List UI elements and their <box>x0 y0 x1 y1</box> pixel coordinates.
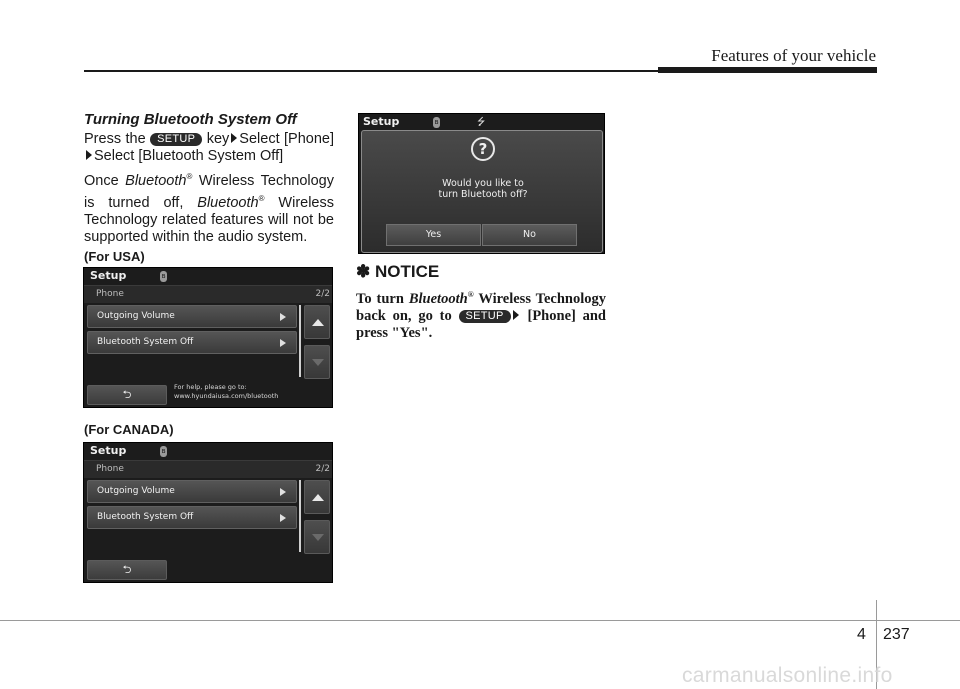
registered-mark: ® <box>467 290 474 299</box>
usb-icon: ⭍ <box>477 117 486 128</box>
help-line: For help, please go to: <box>174 383 247 391</box>
description-paragraph <box>84 168 334 246</box>
submenu-title: Phone <box>96 289 124 299</box>
scroll-down-button[interactable] <box>304 345 330 379</box>
menu-item-outgoing-volume[interactable] <box>87 480 297 503</box>
setup-key-icon: SETUP <box>459 310 511 323</box>
arrow-down-icon <box>312 534 324 541</box>
dialog-line: turn Bluetooth off? <box>438 189 528 200</box>
arrow-right-icon <box>86 150 92 160</box>
confirm-dialog <box>361 130 603 253</box>
header-rule <box>84 70 658 72</box>
text: Wireless Technology back on, go to <box>356 290 607 324</box>
screen-canada <box>83 442 333 583</box>
menu-item-label: Outgoing Volume <box>97 486 175 496</box>
help-text <box>174 383 278 401</box>
chapter-number: 4 <box>857 626 866 643</box>
text: Select [Bluetooth System Off] <box>94 148 284 164</box>
screen-title: Setup <box>90 269 127 282</box>
dialog-message <box>362 178 604 200</box>
screen-dialog <box>358 113 605 254</box>
watermark: carmanualsonline.info <box>682 664 893 687</box>
bluetooth-icon: ʙ <box>434 118 439 126</box>
page-indicator: 2/2 <box>315 464 330 474</box>
bluetooth-icon: ʙ <box>161 272 166 280</box>
caption-canada: (For CANADA) <box>84 422 174 437</box>
screen-title: Setup <box>90 444 127 457</box>
text: Wireless Technology is turned off, <box>84 172 334 211</box>
text: Once <box>84 172 119 189</box>
no-button[interactable]: No <box>482 224 577 246</box>
menu-item-bluetooth-system-off[interactable] <box>87 331 297 354</box>
section-heading: Turning Bluetooth System Off <box>84 111 297 128</box>
text: Select [Phone] <box>239 131 335 147</box>
registered-mark: ® <box>258 193 265 203</box>
submenu-bar <box>84 285 333 303</box>
text: key <box>206 131 230 147</box>
menu-item-bluetooth-system-off[interactable] <box>87 506 297 529</box>
registered-mark: ® <box>186 172 193 181</box>
back-button[interactable] <box>87 385 167 405</box>
help-url: www.hyundaiusa.com/bluetooth <box>174 392 279 400</box>
menu-item-label: Outgoing Volume <box>97 311 175 321</box>
scrollbar[interactable] <box>299 480 301 552</box>
screen-title: Setup <box>363 115 400 128</box>
arrow-up-icon <box>312 319 324 326</box>
text: Press the <box>84 131 146 147</box>
back-button[interactable] <box>87 560 167 580</box>
bluetooth-icon: ʙ <box>161 447 166 455</box>
chevron-right-icon <box>280 313 286 321</box>
submenu-bar <box>84 460 333 478</box>
header-bar <box>658 67 877 73</box>
text: To turn <box>356 290 404 307</box>
setup-key-icon: SETUP <box>150 133 202 146</box>
arrow-right-icon <box>231 133 237 143</box>
yes-button[interactable]: Yes <box>386 224 481 246</box>
scroll-up-button[interactable] <box>304 480 330 514</box>
question-icon: ? <box>471 137 495 161</box>
menu-item-label: Bluetooth System Off <box>97 337 194 347</box>
footer-rule <box>0 620 960 621</box>
text: [Phone] and press "Yes". <box>356 307 606 341</box>
instruction-paragraph <box>84 131 334 165</box>
arrow-down-icon <box>312 359 324 366</box>
arrow-up-icon <box>312 494 324 501</box>
screen-usa <box>83 267 333 408</box>
caption-usa: (For USA) <box>84 249 145 264</box>
scroll-up-button[interactable] <box>304 305 330 339</box>
arrow-right-icon <box>513 310 519 320</box>
notice-heading: ✽ NOTICE <box>356 262 440 281</box>
notice-paragraph <box>356 286 606 342</box>
chevron-right-icon <box>280 339 286 347</box>
chevron-right-icon <box>280 514 286 522</box>
scrollbar[interactable] <box>299 305 301 377</box>
header-title: Features of your vehicle <box>711 46 876 65</box>
menu-item-label: Bluetooth System Off <box>97 512 194 522</box>
text: Wireless Technology related features will not be supported within the audio system. <box>84 194 334 245</box>
brand-text: Bluetooth <box>408 290 468 307</box>
brand-text: Bluetooth <box>197 194 259 211</box>
submenu-title: Phone <box>96 464 124 474</box>
page-indicator: 2/2 <box>315 289 330 299</box>
back-icon: ⮌ <box>122 563 132 576</box>
page-number: 237 <box>883 626 910 643</box>
scroll-down-button[interactable] <box>304 520 330 554</box>
back-icon: ⮌ <box>122 388 132 401</box>
chevron-right-icon <box>280 488 286 496</box>
menu-item-outgoing-volume[interactable] <box>87 305 297 328</box>
dialog-line: Would you like to <box>442 178 524 189</box>
brand-text: Bluetooth <box>125 172 187 189</box>
